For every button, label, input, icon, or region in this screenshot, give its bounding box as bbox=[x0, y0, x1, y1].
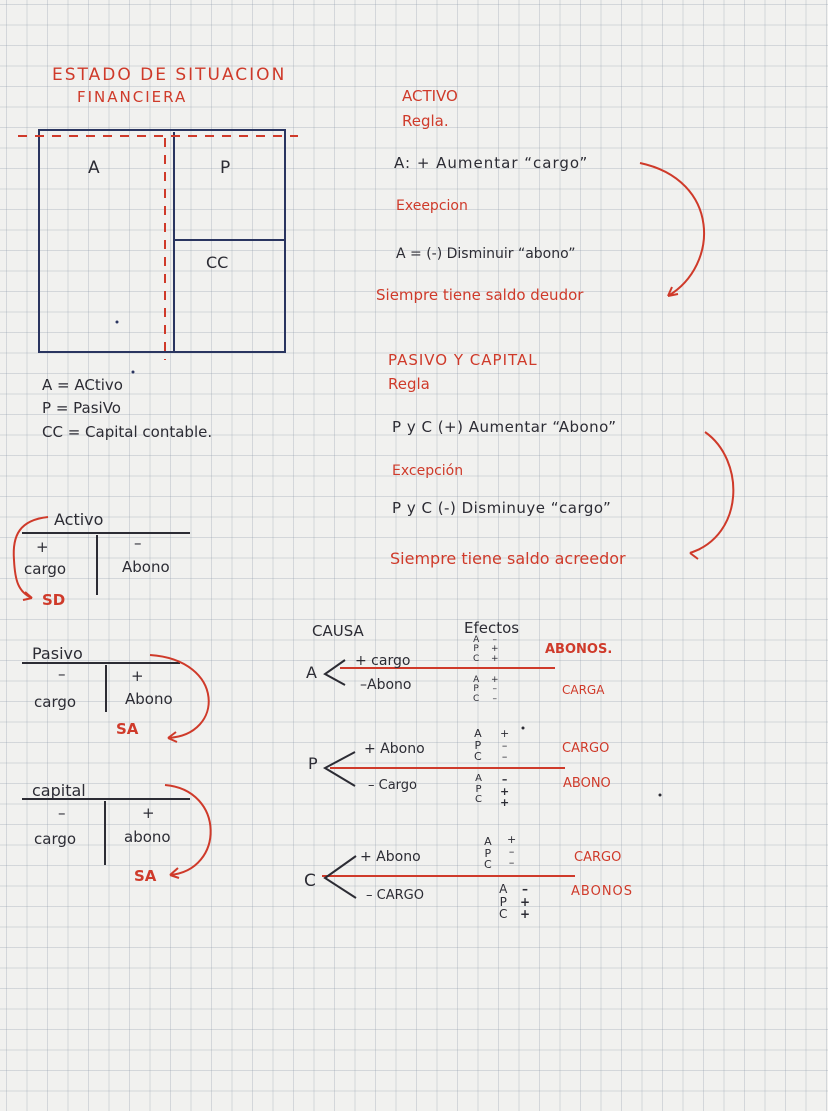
activo-regla: Regla. bbox=[402, 112, 449, 130]
causa-p-bottom: – Cargo bbox=[368, 778, 417, 793]
pasivo-rule-arrow bbox=[690, 432, 733, 553]
diagram-label-p: P bbox=[220, 158, 231, 178]
pasivo-capital-regla: Regla bbox=[388, 375, 430, 393]
pasivo-capital-excepcion: Excepción bbox=[392, 463, 464, 479]
t-pasivo-right: Abono bbox=[125, 690, 173, 708]
causa-c-eff-bottom-signs: – + + bbox=[520, 882, 531, 922]
t-activo-minus: – bbox=[134, 534, 142, 552]
causa-c-eff-top-letters: A P C bbox=[484, 835, 492, 872]
causa-p-eff-top-letters: A P C bbox=[474, 727, 482, 764]
pasivo-capital-rule: P y C (+) Aumentar “Abono” bbox=[392, 418, 617, 436]
causa-p-eff-top-signs: + – – bbox=[500, 727, 510, 764]
t-activo-right: Abono bbox=[122, 558, 170, 576]
causa-p-top: + Abono bbox=[364, 741, 425, 757]
t-pasivo-balance: SA bbox=[116, 720, 139, 738]
t-pasivo-minus: – bbox=[58, 665, 66, 683]
causa-a-result-top: ABONOS. bbox=[545, 642, 613, 657]
causa-c-eff-top-signs: + – – bbox=[507, 833, 517, 870]
t-capital-title: capital bbox=[32, 781, 86, 800]
diagram-label-cc: CC bbox=[206, 253, 229, 272]
causa-p-lines bbox=[325, 752, 565, 786]
causa-a-eff-top-letters: A P C bbox=[473, 635, 480, 664]
causa-a-bottom: –Abono bbox=[360, 677, 412, 693]
causa-a-result-bottom: CARGA bbox=[562, 683, 605, 697]
t-pasivo-plus: + bbox=[131, 667, 144, 685]
t-activo-left: cargo bbox=[24, 560, 67, 578]
causa-label: CAUSA bbox=[312, 622, 364, 640]
t-capital-left: cargo bbox=[34, 830, 77, 848]
page-title-line1: ESTADO DE SITUACION bbox=[52, 65, 287, 85]
legend-capital: CC = Capital contable. bbox=[42, 423, 213, 441]
t-activo-title: Activo bbox=[54, 510, 104, 529]
pasivo-capital-title: PASIVO Y CAPITAL bbox=[388, 351, 538, 369]
causa-p-result-bottom: ABONO bbox=[563, 776, 611, 791]
activo-siempre: Siempre tiene saldo deudor bbox=[376, 286, 584, 304]
pasivo-capital-exception-rule: P y C (-) Disminuye “cargo” bbox=[392, 499, 612, 517]
causa-a-eff-bottom-letters: A P C bbox=[473, 675, 480, 704]
activo-excepcion: Exeepcion bbox=[396, 198, 468, 214]
causa-c-result-top: CARGO bbox=[574, 850, 622, 865]
causa-p-letter: P bbox=[308, 754, 318, 773]
causa-a-letter: A bbox=[306, 663, 317, 682]
causa-c-letter: C bbox=[304, 871, 316, 891]
causa-a-eff-top-signs: – + + bbox=[491, 635, 499, 664]
causa-p-result-top: CARGO bbox=[562, 741, 610, 756]
t-pasivo-title: Pasivo bbox=[32, 644, 83, 663]
activo-title: ACTIVO bbox=[402, 87, 458, 105]
causa-c-bottom: – CARGO bbox=[366, 888, 424, 903]
activo-rule-arrow bbox=[640, 163, 704, 296]
causa-a-eff-bottom-signs: + – – bbox=[491, 675, 499, 704]
t-capital-plus: + bbox=[142, 804, 155, 822]
causa-a-top: + cargo bbox=[355, 653, 411, 669]
pasivo-capital-siempre: Siempre tiene saldo acreedor bbox=[390, 549, 626, 568]
causa-p-eff-bottom-signs: – + + bbox=[500, 773, 510, 810]
t-capital-right: abono bbox=[124, 828, 171, 846]
diagram-label-a: A bbox=[88, 158, 100, 178]
causa-p-eff-bottom-letters: A P C bbox=[475, 773, 482, 805]
diagram-dashes bbox=[18, 136, 298, 360]
causa-c-result-bottom: ABONOS bbox=[571, 884, 634, 899]
activo-rule: A: + Aumentar “cargo” bbox=[394, 154, 589, 172]
activo-exception-rule: A = (-) Disminuir “abono” bbox=[396, 246, 576, 262]
legend-pasivo: P = PasiVo bbox=[42, 399, 121, 417]
t-activo-plus: + bbox=[36, 538, 49, 556]
page-title-line2: FINANCIERA bbox=[77, 88, 188, 106]
t-activo-balance: SD bbox=[42, 591, 66, 609]
balance-sheet-diagram bbox=[39, 130, 285, 352]
t-pasivo-left: cargo bbox=[34, 693, 77, 711]
causa-c-eff-bottom-letters: A P C bbox=[499, 882, 508, 922]
causa-c-top: + Abono bbox=[360, 849, 421, 865]
t-capital-balance: SA bbox=[134, 867, 157, 885]
t-capital-minus: – bbox=[58, 804, 66, 822]
legend-activo: A = ACtivo bbox=[42, 376, 123, 394]
efectos-label: Efectos bbox=[464, 619, 520, 637]
